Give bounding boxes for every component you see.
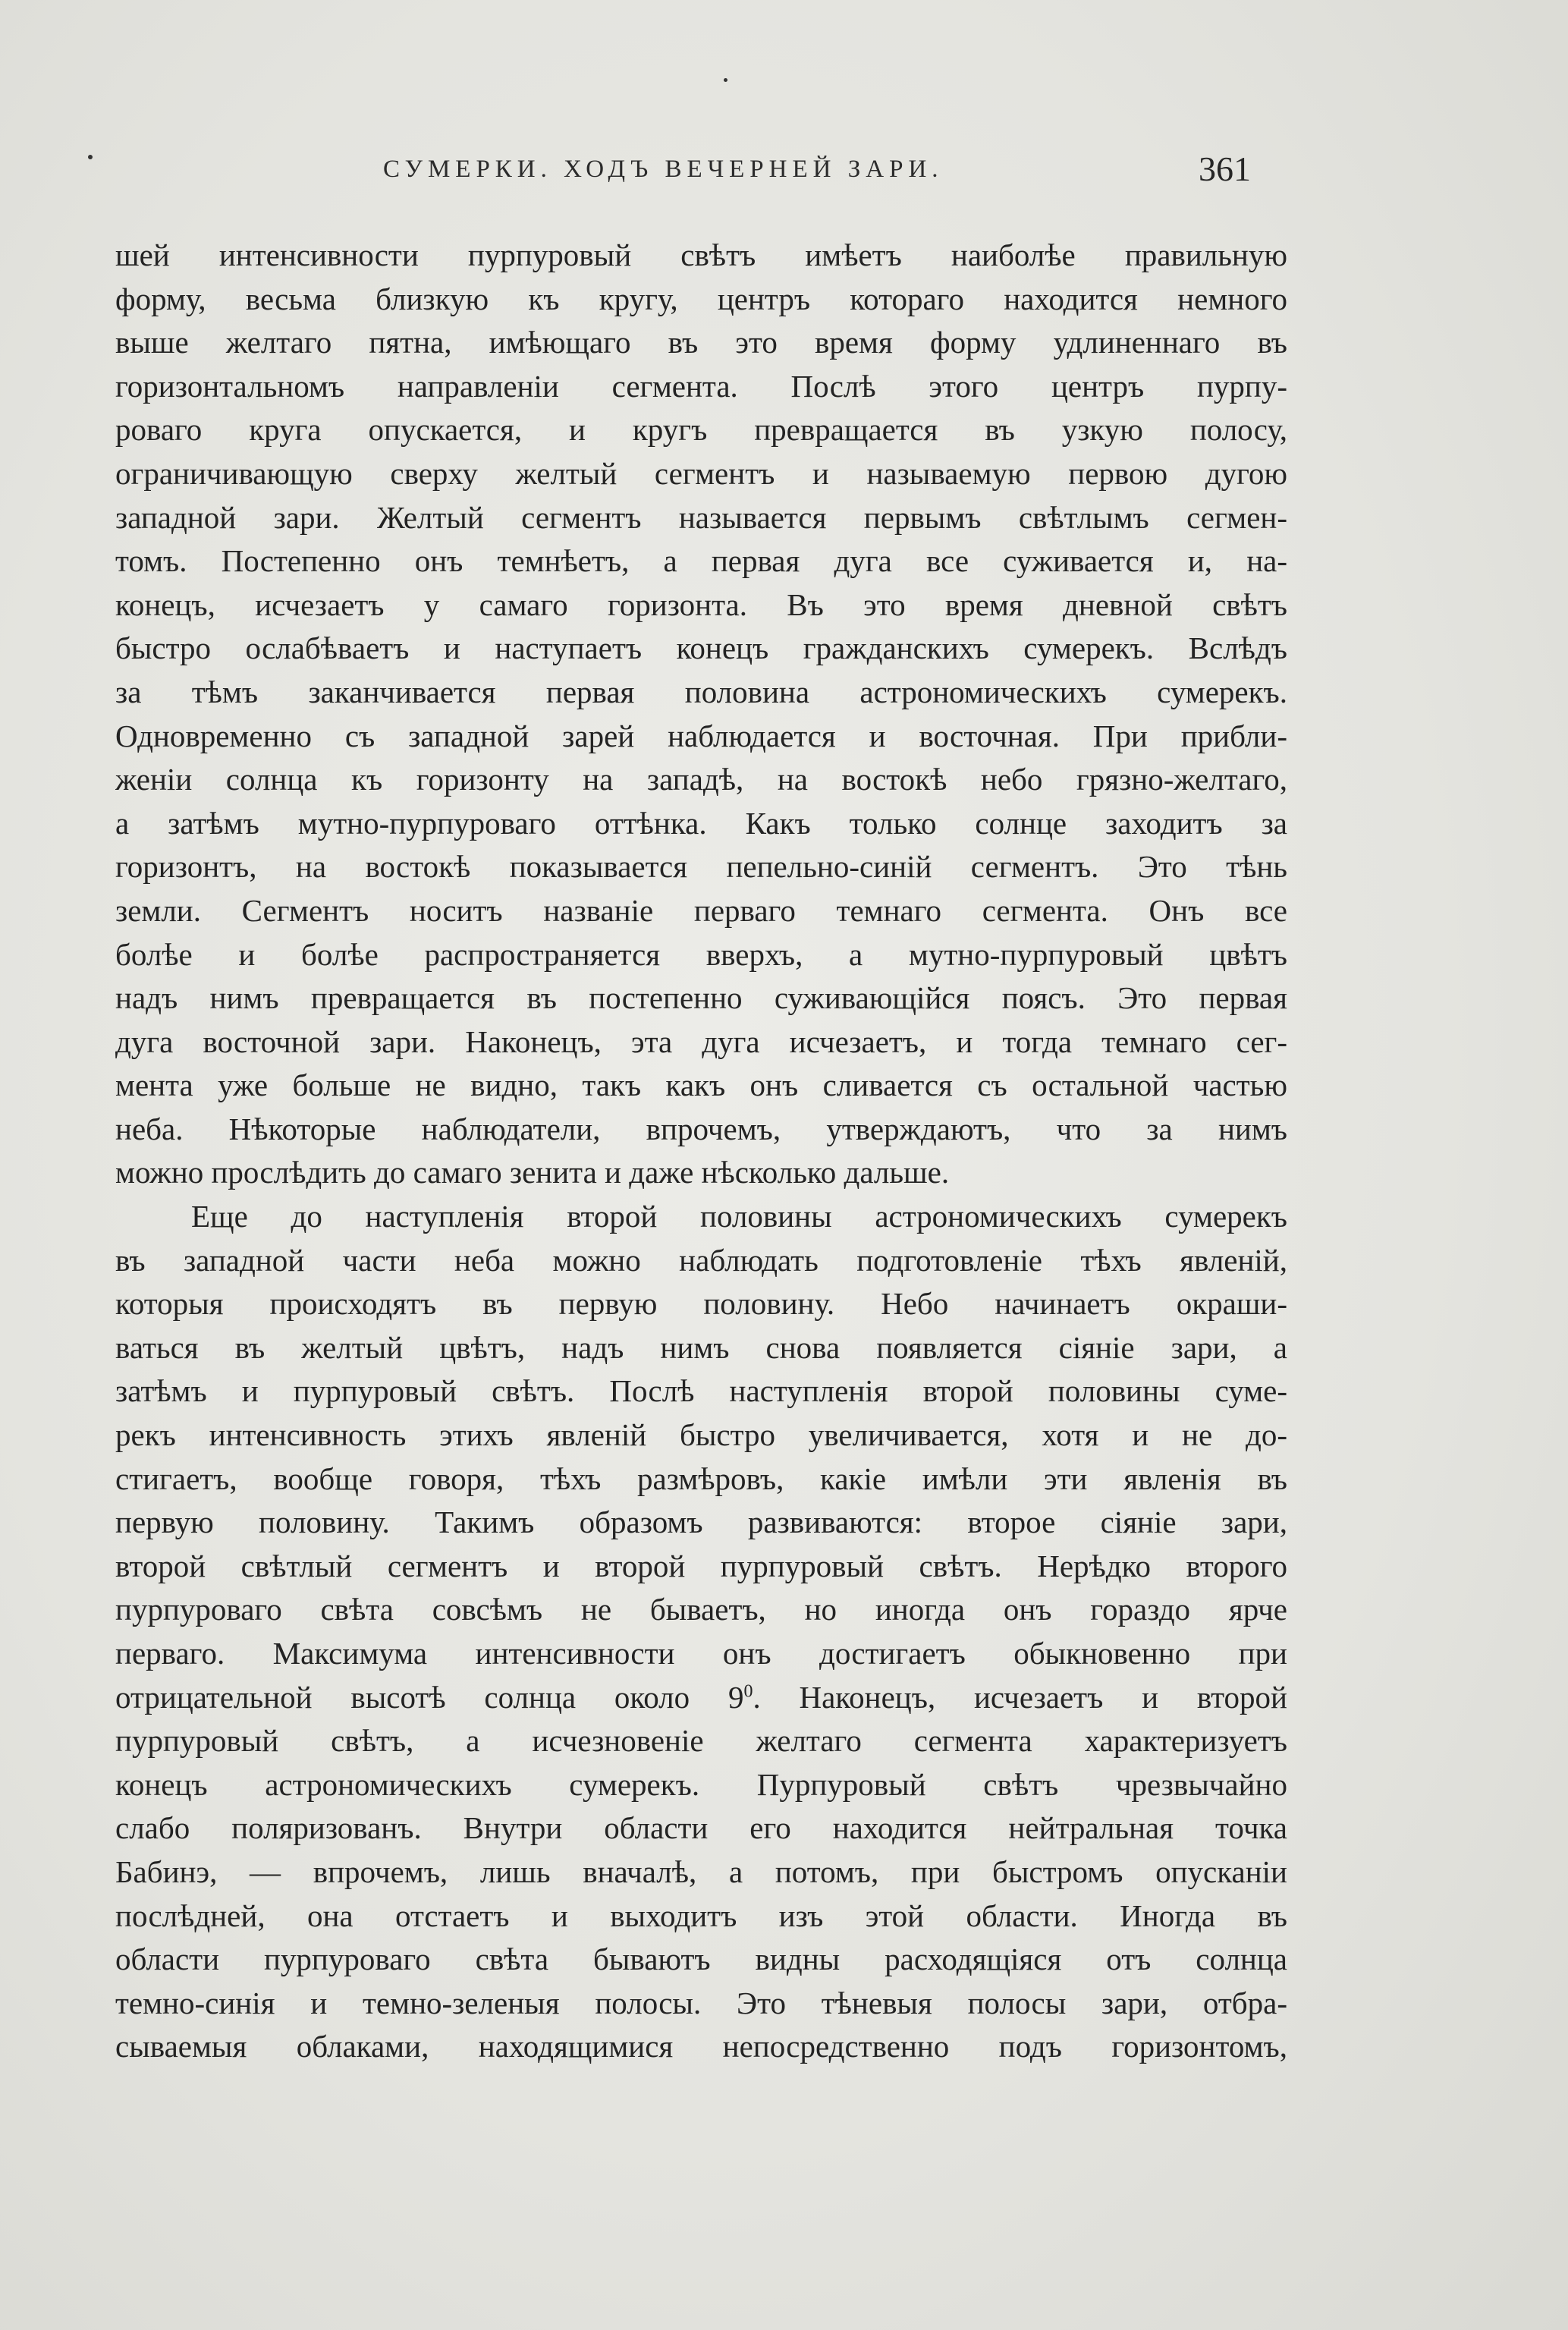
text-line: затѣмъ и пурпуровый свѣтъ. Послѣ наступленія второй половины суме- [115, 1373, 1287, 1409]
text-line: за тѣмъ заканчивается первая половина астрономическихъ сумерекъ. [115, 674, 1287, 709]
text-line: которыя происходятъ въ первую половину. Небо начинаетъ окраши- [115, 1286, 1287, 1322]
text-line: болѣе и болѣе распространяется вверхъ, а мутно-пурпуровый цвѣтъ [115, 936, 1287, 972]
text-line: западной зари. Желтый сегментъ называется первымъ свѣтлымъ сегмен- [115, 499, 1287, 535]
text-segment: . Наконецъ, исчезаетъ и второй [753, 1679, 1287, 1715]
text-line: стигаетъ, вообще говоря, тѣхъ размѣровъ, какіе имѣли эти явленія въ [115, 1461, 1287, 1496]
text-line: быстро ослабѣваетъ и наступаетъ конецъ гражданскихъ сумерекъ. Вслѣдъ [115, 630, 1287, 666]
text-line: форму, весьма близкую къ кругу, центръ котораго находится немного [115, 281, 1287, 316]
text-line: Еще до наступленія второй половины астрономическихъ сумерекъ [191, 1199, 1287, 1234]
text-line: области пурпуроваго свѣта бываютъ видны расходящіяся отъ солнца [115, 1942, 1287, 1977]
text-line: второй свѣтлый сегментъ и второй пурпуровый свѣтъ. Нерѣдко второго [115, 1548, 1287, 1583]
paragraph-2 [115, 1195, 1287, 2069]
text-line: пурпуроваго свѣта совсѣмъ не бываетъ, но иногда онъ гораздо ярче [115, 1592, 1287, 1627]
text-line: конецъ, исчезаетъ у самаго горизонта. Въ это время дневной свѣтъ [115, 586, 1287, 622]
text-line: можно прослѣдить до самаго зенита и даже нѣсколько дальше. [115, 1155, 950, 1190]
text-line: ваться въ желтый цвѣтъ, надъ нимъ снова появляется сіяніе зари, а [115, 1329, 1287, 1365]
text-line: въ западной части неба можно наблюдать подготовленіе тѣхъ явленій, [115, 1242, 1287, 1278]
text-line: выше желтаго пятна, имѣющаго въ это время форму удлиненнаго въ [115, 325, 1287, 360]
text-segment: отрицательной высотѣ солнца около 9 [115, 1679, 744, 1715]
text-line: слабо поляризованъ. Внутри области его находится нейтральная точка [115, 1810, 1287, 1846]
text-line: перваго. Максимума интенсивности онъ достигаетъ обыкновенно при [115, 1636, 1287, 1671]
text-line: первую половину. Такимъ образомъ развиваются: второе сіяніе зари, [115, 1505, 1287, 1540]
text-line: неба. Нѣкоторые наблюдатели, впрочемъ, утверждаютъ, что за нимъ [115, 1111, 1287, 1146]
text-line: томъ. Постепенно онъ темнѣетъ, а первая дуга все суживается и, на- [115, 543, 1287, 579]
text-line: конецъ астрономическихъ сумерекъ. Пурпуровый свѣтъ чрезвычайно [115, 1766, 1287, 1802]
ink-speck [724, 78, 727, 82]
text-line: шей интенсивности пурпуровый свѣтъ имѣетъ наиболѣе правильную [115, 237, 1287, 272]
text-line: надъ нимъ превращается въ постепенно суживающійся поясъ. Это первая [115, 980, 1287, 1016]
text-line: мента уже больше не видно, такъ какъ онъ сливается съ остальной частью [115, 1068, 1287, 1103]
ink-speck [88, 155, 93, 159]
text-line: темно-синія и темно-зеленыя полосы. Это тѣневыя полосы зари, отбра- [115, 1985, 1287, 2020]
text-line: а затѣмъ мутно-пурпуроваго оттѣнка. Какъ только солнце заходитъ за [115, 805, 1287, 841]
body-text [115, 234, 1287, 2069]
text-line-degree [115, 1676, 1287, 1720]
text-line: женіи солнца къ горизонту на западѣ, на востокѣ небо грязно-желтаго, [115, 762, 1287, 797]
text-line: Бабинэ, — впрочемъ, лишь вначалѣ, а потомъ, при быстромъ опусканіи [115, 1854, 1287, 1889]
paragraph-1 [115, 234, 1287, 1195]
text-line: послѣдней, она отстаетъ и выходитъ изъ этой области. Иногда въ [115, 1898, 1287, 1933]
text-line: рекъ интенсивность этихъ явленій быстро увеличивается, хотя и не до- [115, 1417, 1287, 1453]
text-line: Одновременно съ западной зарей наблюдается и восточная. При прибли- [115, 718, 1287, 753]
text-line: ограничивающую сверху желтый сегментъ и называемую первою дугою [115, 455, 1287, 491]
text-line: сываемыя облаками, находящимися непосредственно подъ горизонтомъ, [115, 2029, 1287, 2064]
degree-superscript: 0 [743, 1681, 753, 1701]
text-line: земли. Сегментъ носитъ названіе перваго темнаго сегмента. Онъ все [115, 892, 1287, 928]
text-line: дуга восточной зари. Наконецъ, эта дуга исчезаетъ, и тогда темнаго сег- [115, 1024, 1287, 1059]
text-line: роваго круга опускается, и кругъ превращается въ узкую полосу, [115, 412, 1287, 448]
text-line: горизонтальномъ направленіи сегмента. Послѣ этого центръ пурпу- [115, 368, 1287, 404]
page-number: 361 [1199, 149, 1251, 188]
text-line: пурпуровый свѣтъ, а исчезновеніе желтаго сегмента характеризуетъ [115, 1723, 1287, 1759]
running-title: СУМЕРКИ. ХОДЪ ВЕЧЕРНЕЙ ЗАРИ. [383, 156, 944, 183]
text-line: горизонтъ, на востокѣ показывается пепельно-синій сегментъ. Это тѣнь [115, 849, 1287, 885]
